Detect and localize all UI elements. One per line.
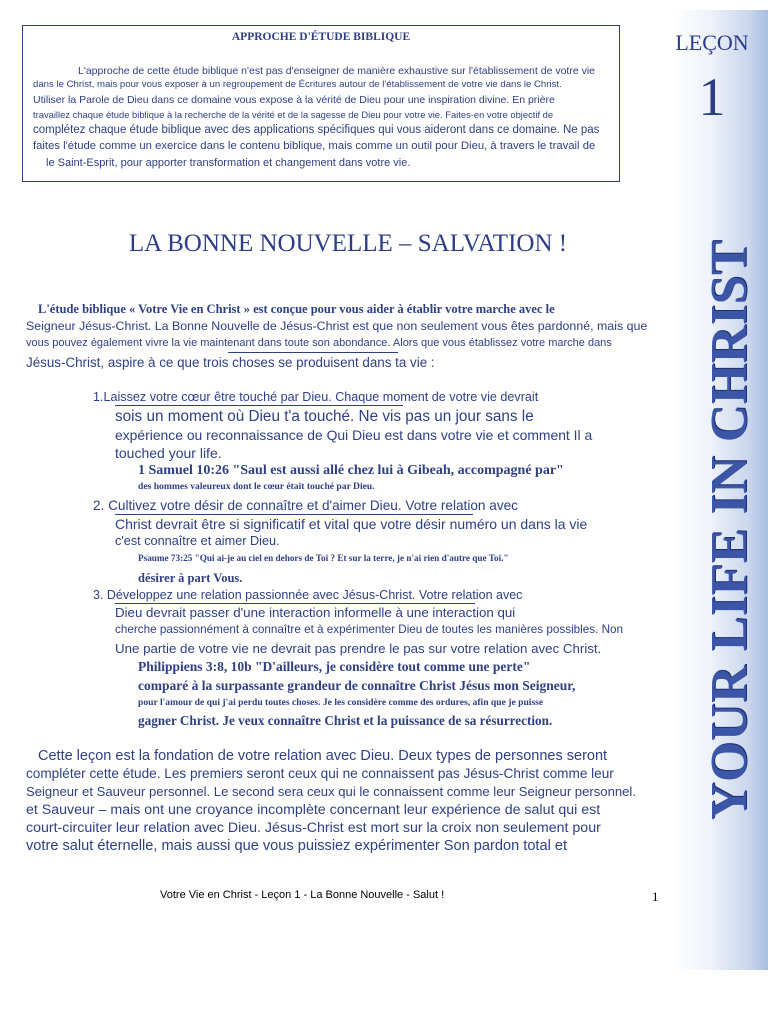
point-3-verse: pour l'amour de qui j'ai perdu toutes choses. Je les considère comme des ordures, afin que je puisse: [138, 697, 544, 708]
closing-line: Cette leçon est la fondation de votre relation avec Dieu. Deux types de personnes seront: [38, 748, 608, 764]
intro-line: Seigneur Jésus-Christ. La Bonne Nouvelle de Jésus-Christ est que non seulement vous êtes pardonné, mais que: [26, 319, 648, 333]
lesson-number: 1: [698, 67, 726, 127]
point-3-verse: Philippiens 3:8, 10b "D'ailleurs, je considère tout comme une perte": [138, 659, 531, 674]
point-2-heading: 2. Cultivez votre désir de connaître et d'aimer Dieu. Votre relation avec: [93, 498, 518, 513]
vertical-series-title: YOUR LIFE IN CHRIST: [701, 239, 758, 820]
point-1-heading: 1.Laissez votre cœur être touché par Dieu. Chaque moment de votre vie devrait: [93, 390, 539, 404]
closing-line: votre salut éternelle, mais aussi que vous puissiez expérimenter Son pardon total et: [26, 838, 568, 854]
approach-line: dans le Christ, mais pour vous exposer à un regroupement de Écritures autour de l'établissement de votre vie dans le Christ.: [33, 79, 562, 90]
approach-title: APPROCHE D'ÉTUDE BIBLIQUE: [231, 31, 411, 43]
point-1-line: sois un moment où Dieu t'a touché. Ne vis pas un jour sans le: [115, 408, 534, 425]
closing-line: et Sauveur – mais ont une croyance incomplète concernant leur expérience de salut qui est: [26, 802, 601, 818]
approach-line: le Saint-Esprit, pour apporter transformation et changement dans votre vie.: [46, 157, 411, 169]
point-2-verse: désirer à part Vous.: [138, 571, 243, 585]
point-1-underline: [115, 405, 403, 406]
point-2-underline: [115, 514, 473, 515]
intro-line: Jésus-Christ, aspire à ce que trois choses se produisent dans ta vie :: [26, 355, 435, 370]
intro-underline: [228, 352, 398, 353]
point-1-line: touched your life.: [115, 445, 222, 461]
page-title: LA BONNE NOUVELLE – SALVATION !: [128, 230, 568, 257]
approach-line: faites l'étude comme un exercice dans le contenu biblique, mais comme un outil pour Dieu, à travers le travail de: [33, 140, 596, 152]
closing-line: Seigneur et Sauveur personnel. Le second sera ceux qui le connaissent comme leur Seigneur personnel.: [26, 784, 636, 799]
footer-text: Votre Vie en Christ - Leçon 1 - La Bonne Nouvelle - Salut !: [160, 889, 445, 901]
point-3-line: cherche passionnément à connaître et à expérimenter Dieu de toutes les manières possibles. Non: [115, 623, 624, 636]
point-2-verse: Psaume 73:25 "Qui ai-je au ciel en dehors de Toi ? Et sur la terre, je n'ai rien d'autre que Toi.": [138, 553, 509, 563]
point-3-line: Dieu devrait passer d'une interaction informelle à une interaction qui: [115, 605, 516, 620]
closing-line: compléter cette étude. Les premiers seront ceux qui ne connaissent pas Jésus-Christ comme leur: [26, 766, 614, 781]
point-1-verse: des hommes valeureux dont le cœur était touché par Dieu.: [138, 481, 375, 492]
point-3-line: Une partie de votre vie ne devrait pas prendre le pas sur votre relation avec Christ.: [115, 641, 602, 656]
approach-line: complétez chaque étude biblique avec des applications spécifiques qui vous aideront dans ce domaine. Ne pas: [33, 124, 600, 136]
point-3-verse: gagner Christ. Je veux connaître Christ et la puissance de sa résurrection.: [138, 713, 553, 728]
point-3-heading: 3. Développez une relation passionnée avec Jésus-Christ. Votre relation avec: [93, 588, 523, 602]
closing-line: court-circuiter leur relation avec Dieu. Jésus-Christ est mort sur la croix non seulement pour: [26, 820, 601, 836]
point-3-verse: comparé à la surpassante grandeur de connaître Christ Jésus mon Seigneur,: [138, 678, 576, 693]
page-number: 1: [652, 889, 659, 904]
point-2-line: Christ devrait être si significatif et vital que votre désir numéro un dans la vie: [115, 516, 588, 532]
approach-line: Utiliser la Parole de Dieu dans ce domaine vous expose à la vérité de Dieu pour une inspiration divine. En prière: [33, 94, 555, 106]
lesson-label: LEÇON: [675, 30, 749, 55]
intro-line: L'étude biblique « Votre Vie en Christ » est conçue pour vous aider à établir votre marche avec le: [38, 302, 555, 316]
point-2-line: c'est connaître et aimer Dieu.: [115, 534, 280, 548]
point-1-line: expérience ou reconnaissance de Qui Dieu est dans votre vie et comment Il a: [115, 427, 593, 443]
point-1-verse: 1 Samuel 10:26 "Saul est aussi allé chez lui à Gibeah, accompagné par": [138, 463, 564, 478]
intro-line: vous pouvez également vivre la vie maintenant dans toute son abondance. Alors que vous établissez votre marche dans: [26, 337, 612, 349]
approach-line: L'approche de cette étude biblique n'est pas d'enseigner de manière exhaustive sur l'établissement de votre vie: [78, 65, 596, 77]
approach-line: travaillez chaque étude biblique à la recherche de la vérité et de la sagesse de Dieu pour votre vie. Faites-en votre objectif de: [33, 109, 554, 120]
point-3-underline: [115, 603, 475, 604]
